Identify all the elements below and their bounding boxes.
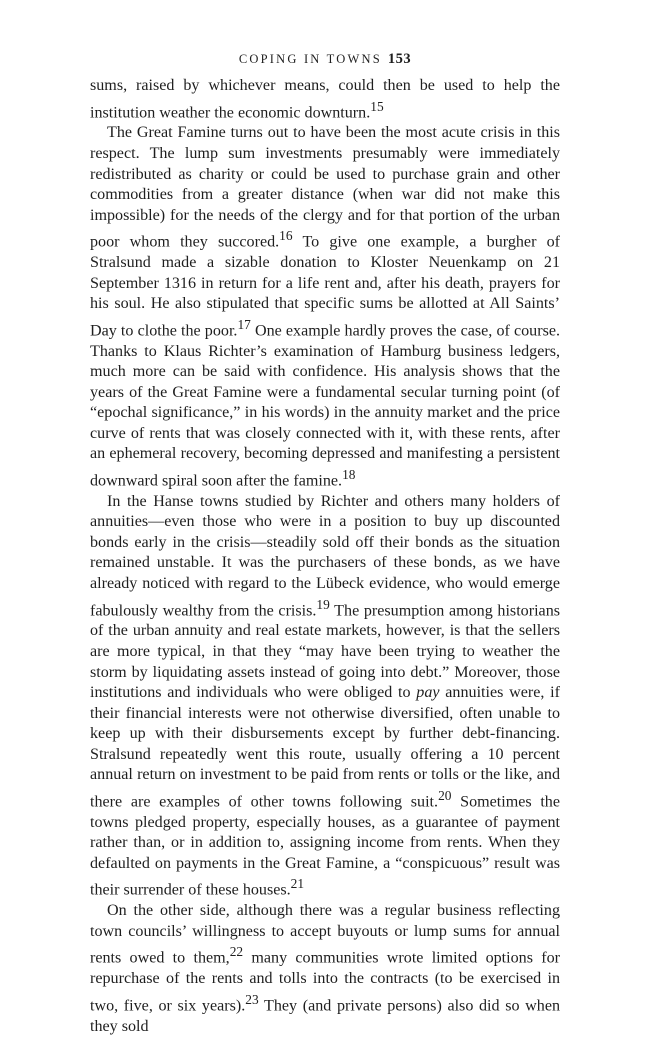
text-segment: annuities were, if their financial interests were not otherwise diversified, often unable to keep up with their disbursements except by further debt-financing. Stralsund repeatedly went this route, usually offering a 10 percent annual return on investment to be paid from rents or tolls or the like, and there are examples of other towns following suit.	[90, 684, 561, 811]
footnote-ref: 17	[237, 316, 251, 332]
paragraph	[90, 901, 560, 1037]
footnote-ref: 19	[316, 596, 330, 612]
footnote-ref: 21	[290, 876, 305, 892]
text-segment: To give one example, a burgher of Stralsund made a sizable donation to Kloster Neuenkamp on 21 September 1316 in return for a life rent and, after his death, prayers for his soul. He also stipulated that specific sums be allotted at All Saints’ Day to clothe the poor.	[90, 233, 561, 340]
text-segment: In the Hanse towns studied by Richter and others many holders of annuities—even those who were in a position to buy up discounted bonds early in the crisis—steadily sold off their bonds as the situation remained unstable. It was the purchasers of these bonds, as we have already noticed with regard to the Lübeck evidence, who would emerge fabulously wealthy from the crisis.	[90, 492, 560, 619]
footnote-ref: 18	[342, 466, 356, 482]
paragraph	[90, 492, 560, 901]
text-segment: many communities wrote limited options for repurchase of the rents and tolls into the contracts (to be exercised in two, five, or six years).	[90, 949, 561, 1015]
text-segment: One example hardly proves the case, of course. Thanks to Klaus Richter’s examination of Hamburg business ledgers, much more can be said with confidence. His analysis shows that the years of the Great Famine were a fundamental secular turning point (of “epochal significance,” in his words) in the annuity market and the price curve of rents that was closely connected with it, with these rents, after an ephemeral recovery, becoming depressed and manifesting a persistent downward spiral soon after the famine.	[90, 322, 561, 490]
book-page	[90, 51, 560, 1037]
running-head	[90, 51, 560, 69]
running-title: COPING IN TOWNS	[238, 52, 382, 66]
text-segment: They (and private persons) also did so when they sold	[90, 997, 561, 1035]
footnote-ref: 22	[229, 944, 244, 960]
text-segment: The presumption among historians of the urban annuity and real estate markets, however, is that the sellers are more typical, in that they “may have been trying to weather the storm by liquidating assets instead of going into debt.” Moreover, those institutions and individuals who were obliged to	[90, 601, 560, 702]
page-number: 153	[387, 51, 412, 67]
footnote-ref: 15	[370, 98, 384, 114]
text-segment: sums, raised by whichever means, could then be used to help the institution weather the economic downturn.	[90, 77, 560, 121]
text-segment: Sometimes the towns pledged property, especially houses, as a guarantee of payment rather than, or in addition to, assigning income from rents. When they defaulted on payments in the Great Famine, a “conspicuous” result was their surrender of these houses.	[90, 793, 560, 899]
paragraph	[90, 123, 560, 491]
footnote-ref: 16	[279, 228, 293, 244]
footnote-ref: 23	[245, 991, 259, 1007]
emphasis-text: pay	[416, 684, 440, 702]
footnote-ref: 20	[438, 787, 452, 803]
paragraph	[90, 76, 560, 123]
text-segment: On the other side, although there was a regular business reflecting town councils’ willingness to accept buyouts or lump sums for annual rents owed to them,	[90, 902, 560, 967]
text-segment: The Great Famine turns out to have been the most acute crisis in this respect. The lump sum investments presumably were immediately redistributed as charity or could be used to purchase grain and other commodities from a greater distance (when war did not make this impossible) for the needs of the clergy and for that portion of the urban poor whom they succored.	[90, 124, 560, 251]
body-text	[90, 76, 560, 1037]
